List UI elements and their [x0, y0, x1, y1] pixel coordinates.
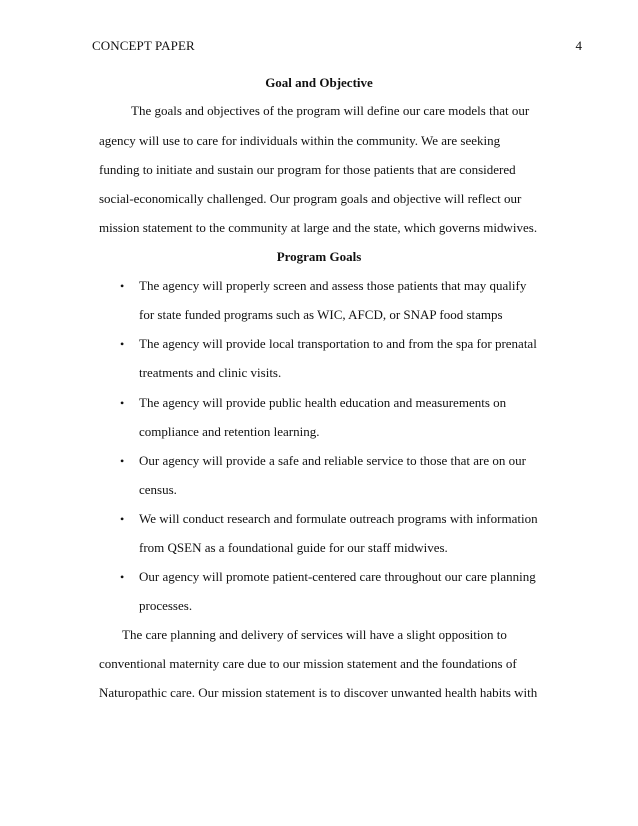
section-heading-goal-objective: Goal and Objective	[265, 75, 373, 90]
bullet-icon: •	[120, 570, 125, 584]
bullet-icon: •	[120, 396, 125, 410]
bullet-line: treatments and clinic visits.	[139, 365, 282, 380]
bullet-line: processes.	[139, 598, 193, 613]
bullet-line: The agency will provide local transportation to and from the spa for prenatal	[139, 336, 537, 351]
paragraph-line: agency will use to care for individuals within the community. We are seeking	[99, 133, 501, 148]
bullet-line: Our agency will provide a safe and reliable service to those that are on our	[139, 453, 526, 468]
running-head: CONCEPT PAPER	[92, 38, 195, 53]
bullet-icon: •	[120, 337, 125, 351]
bullet-icon: •	[120, 512, 125, 526]
bullet-line: from QSEN as a foundational guide for our staff midwives.	[139, 540, 448, 555]
section-heading-program-goals: Program Goals	[276, 249, 362, 264]
paragraph-line: funding to initiate and sustain our program for those patients that are considered	[99, 162, 516, 177]
bullet-line: census.	[139, 482, 177, 497]
bullet-icon: •	[120, 279, 125, 293]
bullet-line: We will conduct research and formulate outreach programs with information	[139, 511, 538, 526]
paragraph-line: conventional maternity care due to our mission statement and the foundations of	[99, 656, 517, 671]
paragraph-line: social-economically challenged. Our program goals and objective will reflect our	[99, 191, 522, 206]
page-number: 4	[575, 38, 582, 53]
paragraph-line: The care planning and delivery of services will have a slight opposition to	[122, 627, 507, 642]
bullet-line: The agency will provide public health education and measurements on	[139, 395, 507, 410]
paragraph-line: Naturopathic care. Our mission statement is to discover unwanted health habits with	[99, 685, 538, 700]
paragraph-line: The goals and objectives of the program will define our care models that our	[131, 103, 530, 118]
paragraph-line: mission statement to the community at large and the state, which governs midwives.	[99, 220, 538, 235]
bullet-line: Our agency will promote patient-centered care throughout our care planning	[139, 569, 536, 584]
bullet-line: The agency will properly screen and assess those patients that may qualify	[139, 278, 527, 293]
bullet-line: for state funded programs such as WIC, AFCD, or SNAP food stamps	[139, 307, 503, 322]
bullet-icon: •	[120, 454, 125, 468]
bullet-line: compliance and retention learning.	[139, 424, 320, 439]
